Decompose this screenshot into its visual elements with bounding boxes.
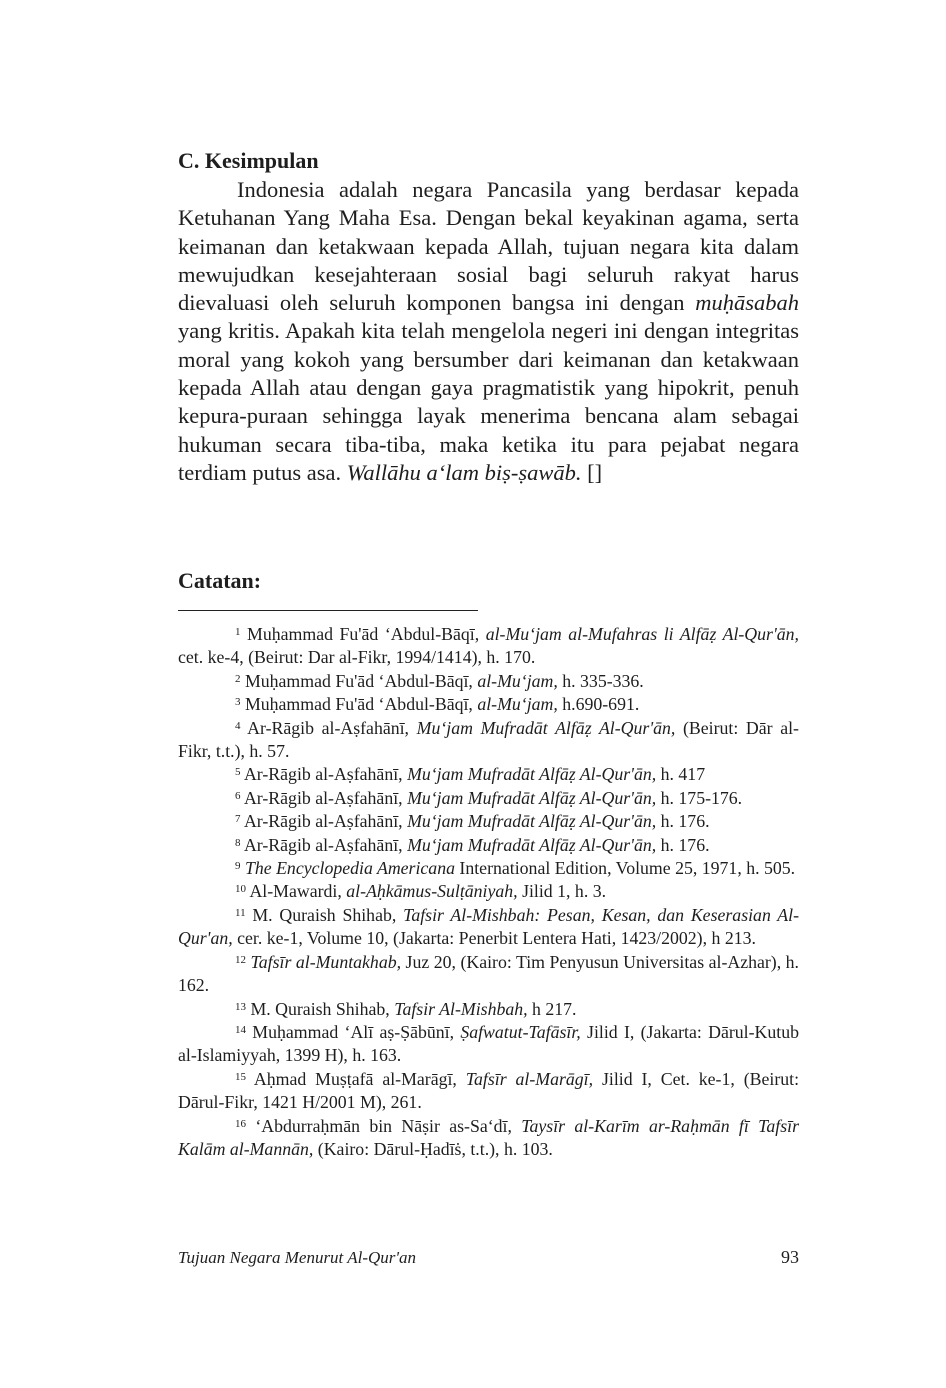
footnote-3: $^3$ Muḥammad Fu'ād ‘Abdul-Bāqī, al-Mu‘jam, h.690-691.	[235, 694, 640, 715]
footnote-2: $^2$ Muḥammad Fu'ād ‘Abdul-Bāqī, al-Mu‘jam, h. 335-336.	[235, 670, 644, 691]
footnote-4: $^4$ Ar-Rāgib al-Aṣfahānī, Mu‘jam Mufradāt Alfāẓ Al-Qur'ān, (Beirut: Dār al-Fikr, t.t.), h. 57.	[178, 717, 799, 762]
paragraph-text-cont: yang kritis. Apakah kita telah mengelola negeri ini dengan integritas moral yang kokoh yang bersumber dari keimanan dan ketakwaan kepada Allah atau dengan gaya pragmatistik yang hipokrit, penuh kepura-puraan sehingga layak menerima bencana alam sebagai hukuman secara tiba-tiba, maka ketika itu para pejabat negara terdiam putus asa.	[178, 318, 799, 485]
footnote-15: $^{15}$ Aḥmad Muṣṭafā al-Marāgī, Tafsīr al-Marāgī, Jilid I, Cet. ke-1, (Beirut: Dārul-Fikr, 1421 H/2001 M), 261.	[178, 1068, 800, 1113]
end-mark: []	[587, 459, 603, 485]
footnote-8: $^8$ Ar-Rāgib al-Aṣfahānī, Mu‘jam Mufradāt Alfāẓ Al-Qur'ān, h. 176.	[235, 834, 710, 855]
italic-term: muḥāsabah	[695, 290, 800, 316]
paragraph-text: Indonesia adalah negara Pancasila yang berdasar kepada Ketuhanan Yang Maha Esa. Dengan bekal keyakinan agama, serta keimanan dan ketakwaan kepada Allah, tujuan negara kita dalam mewujudkan kesejahteraan sosial bagi seluruh rakyat harus dievaluasi oleh seluruh komponen bangsa ini dengan	[178, 177, 799, 316]
footnote-9: $^9$ The Encyclopedia Americana International Edition, Volume 25, 1971, h. 505.	[235, 858, 796, 879]
closing-phrase: Wallāhu a‘lam biṣ-ṣawāb.	[346, 459, 582, 485]
footnote-6: $^6$ Ar-Rāgib al-Aṣfahānī, Mu‘jam Mufradāt Alfāẓ Al-Qur'ān, h. 175-176.	[235, 787, 743, 808]
footnote-16: $^{16}$ ‘Abdurraḥmān bin Nāṣir as-Sa‘dī, Taysīr al-Karīm ar-Raḥmān fī Tafsīr Kalām al-Mannān, (Kairo: Dārul-Ḥadīṡ, t.t.), h. 103.	[178, 1115, 799, 1159]
footnote-10: $^{10}$ Al-Mawardi, al-Aḥkāmus-Sulṭāniyah, Jilid 1, h. 3.	[235, 881, 607, 902]
footnote-13: $^{13}$ M. Quraish Shihab, Tafsir Al-Mishbah, h 217.	[235, 998, 577, 1019]
footnote-12: $^{12}$ Tafsīr al-Muntakhab, Juz 20, (Kairo: Tim Penyusun Universitas al-Azhar), h. 162.	[178, 951, 799, 996]
footnote-5: $^5$ Ar-Rāgib al-Aṣfahānī, Mu‘jam Mufradāt Alfāẓ Al-Qur'ān, h. 417	[235, 764, 706, 785]
running-footer-title: Tujuan Negara Menurut Al-Qur'an	[178, 1248, 417, 1267]
footnote-14: $^{14}$ Muḥammad ‘Alī aṣ-Ṣābūnī, Ṣafwatut-Tafāsīr, Jilid I, (Jakarta: Dārul-Kutub al-Islamiyyah, 1399 H), h. 163.	[178, 1021, 799, 1066]
section-heading: C. Kesimpulan	[178, 148, 319, 173]
footnote-1: $^1$ Muḥammad Fu'ād ‘Abdul-Bāqī, al-Mu‘jam al-Mufahras li Alfāẓ Al-Qur'ān, cet. ke-4, (Beirut: Dar al-Fikr, 1994/1414), h. 170.	[178, 624, 799, 668]
footnote-7: $^7$ Ar-Rāgib al-Aṣfahānī, Mu‘jam Mufradāt Alfāẓ Al-Qur'ān, h. 176.	[235, 811, 710, 832]
conclusion-paragraph	[178, 176, 799, 487]
page-number: 93	[781, 1247, 799, 1267]
notes-heading: Catatan:	[178, 568, 262, 593]
footnote-divider	[178, 610, 478, 611]
footnotes-list	[178, 623, 799, 1161]
footnote-11: $^{11}$ M. Quraish Shihab, Tafsir Al-Mishbah: Pesan, Kesan, dan Keserasian Al-Qur'an, cer. ke-1, Volume 10, (Jakarta: Penerbit Lentera Hati, 1423/2002), h 213.	[178, 904, 800, 949]
